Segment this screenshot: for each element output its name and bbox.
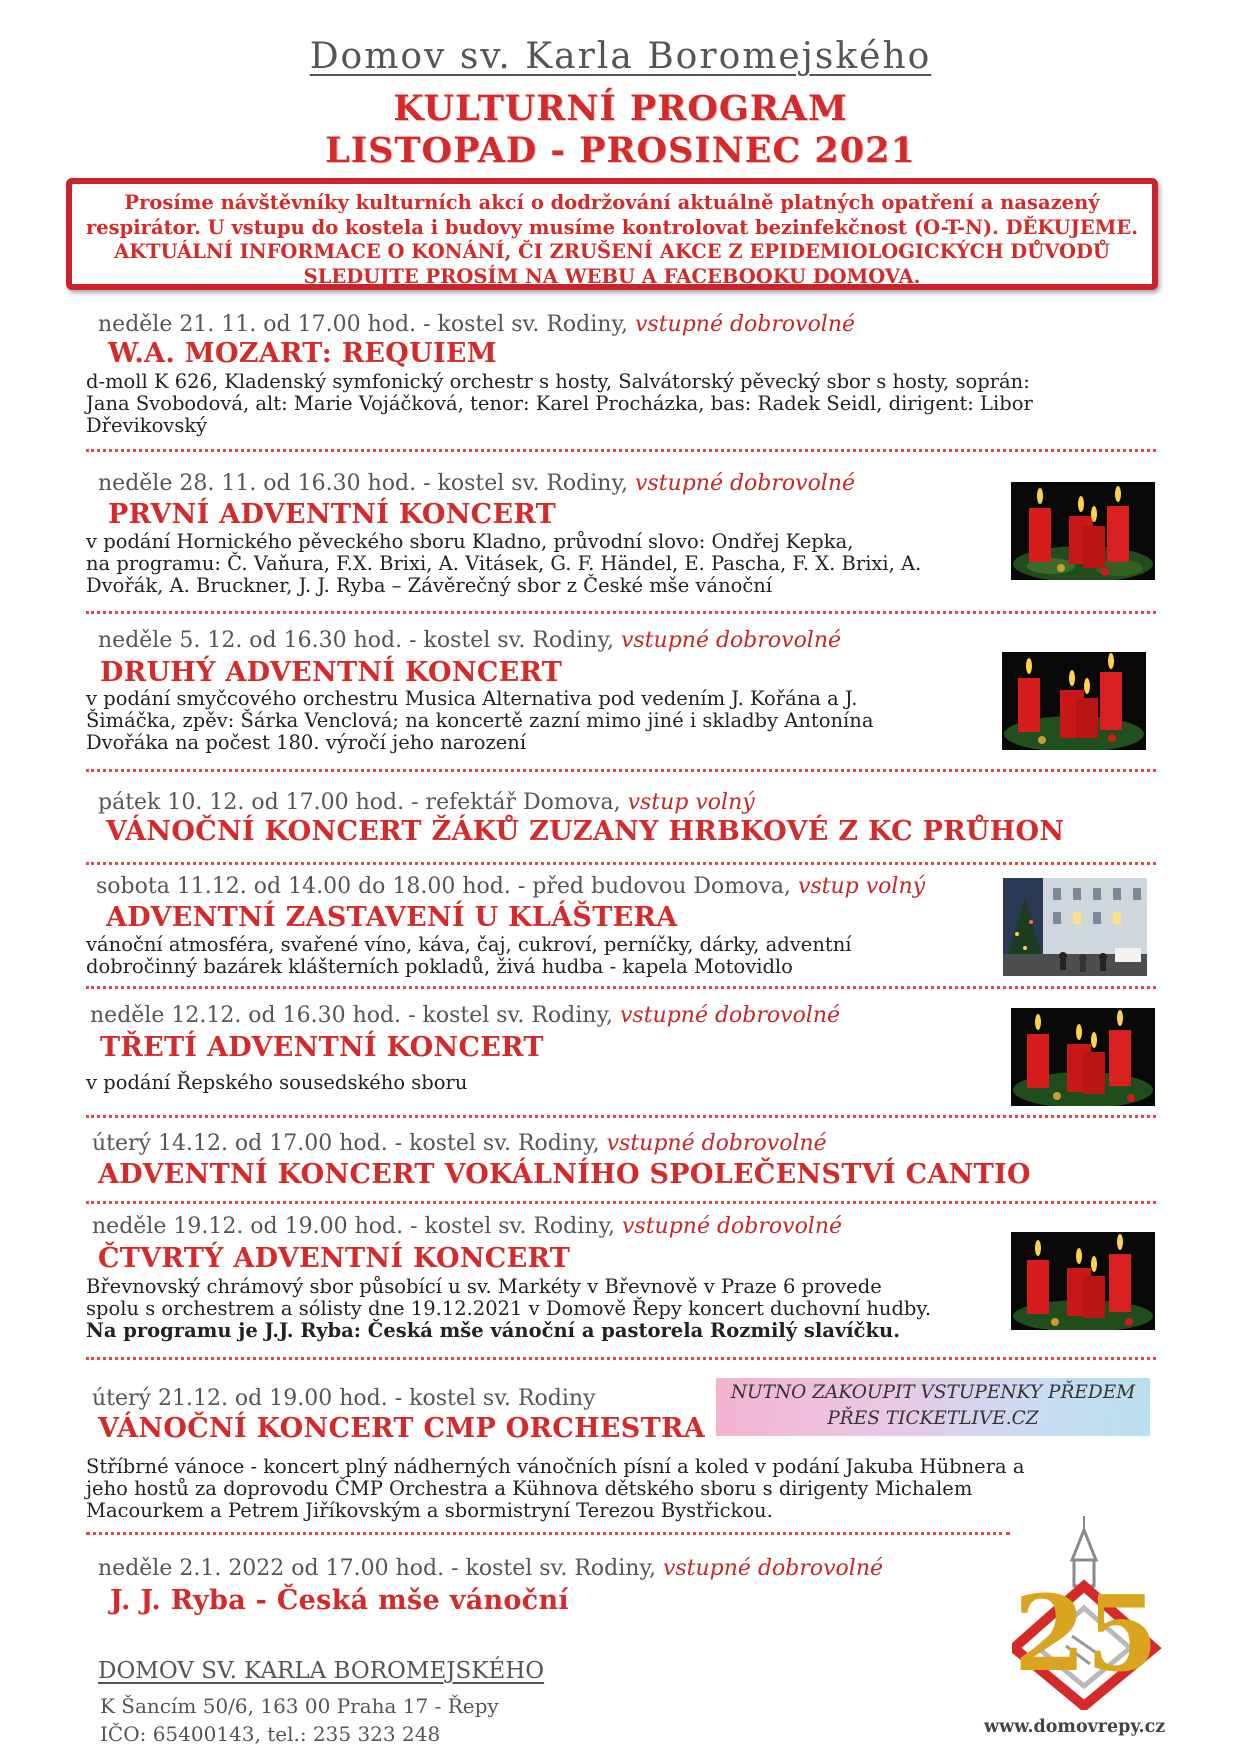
event-5-header	[96, 874, 925, 899]
event-1-header	[98, 312, 855, 337]
event-7-title: ADVENTNÍ KONCERT VOKÁLNÍHO SPOLEČENSTVÍ CANTIO	[98, 1159, 1031, 1190]
event-fee: vstupné dobrovolné	[619, 1003, 841, 1028]
event-2-title: PRVNÍ ADVENTNÍ KONCERT	[108, 499, 556, 530]
event-fee: vstupné dobrovolné	[606, 1131, 827, 1156]
event-fee: vstupné dobrovolné	[620, 628, 842, 653]
notice-line: SLEDUJTE PROSÍM NA WEBU A FACEBOOKU DOMOVA.	[303, 264, 921, 288]
advent-candles-image	[1011, 1232, 1155, 1330]
event-fee: vstupné dobrovolné	[634, 471, 856, 496]
program-title: KULTURNÍ PROGRAM	[393, 88, 848, 129]
footer-organization: DOMOV SV. KARLA BOROMEJSKÉHO	[98, 1658, 545, 1684]
description-line: Dřevikovský	[86, 414, 208, 437]
event-2-description	[86, 531, 921, 597]
dotted-divider	[86, 449, 1156, 452]
dotted-divider	[86, 986, 1156, 989]
event-7-header	[92, 1131, 827, 1156]
description-line: Dvořáka na počest 180. výročí jeho narození	[86, 731, 527, 754]
event-datetime: neděle 12.12. od 16.30 hod. - kostel sv. Rodiny,	[90, 1003, 613, 1028]
event-datetime: úterý 14.12. od 17.00 hod. - kostel sv. Rodiny,	[92, 1131, 600, 1156]
description-line: Břevnovský chrámový sbor působící u sv. Markéty v Břevnově v Praze 6 provede	[86, 1275, 882, 1298]
event-4-header	[98, 790, 755, 815]
event-datetime: neděle 5. 12. od 16.30 hod. - kostel sv. Rodiny,	[98, 628, 614, 653]
event-fee: vstup volný	[627, 790, 755, 815]
event-fee: vstupné dobrovolné	[634, 312, 856, 337]
event-6-header	[90, 1003, 840, 1028]
dotted-divider	[86, 1532, 1010, 1535]
description-line: v podání Řepského sousedského sboru	[86, 1071, 468, 1094]
dotted-divider	[86, 1357, 1156, 1360]
notice-line: Prosíme návštěvníky kulturních akcí o dodržování aktuálně platných opatření a nasazený	[124, 191, 1100, 214]
description-line: vánoční atmosféra, svařené víno, káva, čaj, cukroví, perníčky, dárky, adventní	[86, 933, 852, 956]
description-line: spolu s orchestrem a sólisty dne 19.12.2021 v Domově Řepy koncert duchovní hudby.	[86, 1297, 932, 1320]
advent-candles-image	[1011, 482, 1155, 580]
event-3-header	[98, 628, 841, 653]
event-9-title: VÁNOČNÍ KONCERT CMP ORCHESTRA	[98, 1413, 705, 1444]
description-line: Macourkem a Petrem Jiříkovským a sbormistryní Terezou Bystřickou.	[86, 1499, 773, 1522]
description-line: jeho hostů za doprovodu ČMP Orchestra a Kühnova dětského sboru s dirigenty Michalem	[86, 1477, 973, 1500]
dotted-divider	[86, 1115, 1156, 1118]
ticket-notice-line: PŘES TICKETLIVE.CZ	[827, 1408, 1039, 1429]
description-line: Jana Svobodová, alt: Marie Vojáčková, tenor: Karel Procházka, bas: Radek Seidl, dirigent: Libor	[86, 392, 1033, 415]
dotted-divider	[86, 1201, 1156, 1204]
event-5-title: ADVENTNÍ ZASTAVENÍ U KLÁŠTERA	[106, 902, 678, 933]
footer-address: K Šancím 50/6, 163 00 Praha 17 - Řepy	[100, 1694, 499, 1718]
description-line: Stříbrné vánoce - koncert plný nádherných vánočních písní a koled v podání Jakuba Hübnera a	[86, 1455, 1025, 1478]
description-line: Šimáčka, zpěv: Šárka Venclová; na koncertě zazní mimo jiné i skladby Antonína	[86, 709, 874, 732]
event-10-header	[98, 1556, 883, 1581]
event-3-description	[86, 688, 873, 754]
event-datetime: pátek 10. 12. od 17.00 hod. - refektář Domova,	[98, 790, 621, 815]
event-1-description	[86, 371, 1033, 437]
description-line: v podání Hornického pěveckého sboru Kladno, průvodní slovo: Ondřej Kepka,	[86, 530, 854, 553]
program-period: LISTOPAD - PROSINEC 2021	[325, 130, 916, 171]
dotted-divider	[86, 769, 1156, 772]
event-8-title: ČTVRTÝ ADVENTNÍ KONCERT	[98, 1243, 571, 1274]
event-3-title: DRUHÝ ADVENTNÍ KONCERT	[100, 657, 563, 688]
event-9-description	[86, 1456, 1025, 1522]
organization-title: Domov sv. Karla Boromejského	[309, 36, 932, 77]
event-8-description	[86, 1276, 931, 1342]
description-line: d-moll K 626, Kladenský symfonický orchestr s hosty, Salvátorský pěvecký sbor s hosty, soprán:	[86, 370, 1030, 393]
dotted-divider	[86, 611, 1156, 614]
event-8-header	[92, 1214, 842, 1239]
event-4-title: VÁNOČNÍ KONCERT ŽÁKŮ ZUZANY HRBKOVÉ Z KC PRŮHON	[106, 816, 1065, 847]
event-6-description	[86, 1072, 467, 1094]
event-datetime: úterý 21.12. od 19.00 hod. - kostel sv. Rodiny	[92, 1386, 596, 1411]
event-1-title: W.A. MOZART: REQUIEM	[108, 338, 497, 369]
event-datetime: sobota 11.12. od 14.00 do 18.00 hod. - před budovou Domova,	[96, 874, 791, 899]
advent-candles-image	[1002, 652, 1146, 750]
notice-box	[66, 178, 1158, 290]
event-datetime: neděle 19.12. od 19.00 hod. - kostel sv. Rodiny,	[92, 1214, 615, 1239]
notice-line: AKTUÁLNÍ INFORMACE O KONÁNÍ, ČI ZRUŠENÍ AKCE Z EPIDEMIOLOGICKÝCH DŮVODŮ	[114, 240, 1110, 263]
event-fee: vstupné dobrovolné	[662, 1556, 884, 1581]
event-fee: vstup volný	[797, 874, 926, 899]
anniversary-logo	[1012, 1516, 1164, 1710]
event-5-description	[86, 934, 852, 978]
ticket-notice-banner	[716, 1378, 1150, 1436]
description-line: v podání smyčcového orchestru Musica Alternativa pod vedením J. Kořána a J.	[86, 687, 858, 710]
event-datetime: neděle 21. 11. od 17.00 hod. - kostel sv. Rodiny,	[98, 312, 628, 337]
event-datetime: neděle 2.1. 2022 od 17.00 hod. - kostel sv. Rodiny,	[98, 1556, 656, 1581]
advent-candles-image	[1011, 1008, 1155, 1106]
monastery-courtyard-image	[1003, 878, 1147, 976]
dotted-divider	[86, 862, 1156, 865]
program-highlight: Na programu je J.J. Ryba: Česká mše vánoční a pastorela Rozmilý slavíčku.	[86, 1319, 901, 1342]
description-line: dobročinný bazárek klášterních pokladů, živá hudba - kapela Motovidlo	[86, 955, 793, 978]
ticket-notice-line: NUTNO ZAKOUPIT VSTUPENKY PŘEDEM	[730, 1382, 1136, 1403]
notice-line: respirátor. U vstupu do kostela i budovy musíme kontrolovat bezinfekčnost (O-T-N). DĚKUJEME.	[85, 215, 1139, 239]
description-line: na programu: Č. Vaňura, F.X. Brixi, A. Vitásek, G. F. Händel, E. Pascha, F. X. Brixi, A.	[86, 552, 922, 575]
event-fee: vstupné dobrovolné	[621, 1214, 843, 1239]
website-link[interactable]: www.domovrepy.cz	[984, 1717, 1166, 1737]
footer-contact: IČO: 65400143, tel.: 235 323 248	[100, 1722, 441, 1746]
event-9-header	[92, 1386, 596, 1411]
event-datetime: neděle 28. 11. od 16.30 hod. - kostel sv. Rodiny,	[98, 471, 628, 496]
logo-number: 25	[1013, 1572, 1159, 1695]
event-10-title: J. J. Ryba - Česká mše vánoční	[110, 1585, 569, 1616]
event-6-title: TŘETÍ ADVENTNÍ KONCERT	[100, 1032, 544, 1063]
description-line: Dvořák, A. Bruckner, J. J. Ryba – Závěrečný sbor z České mše vánoční	[86, 574, 773, 597]
event-2-header	[98, 471, 855, 496]
